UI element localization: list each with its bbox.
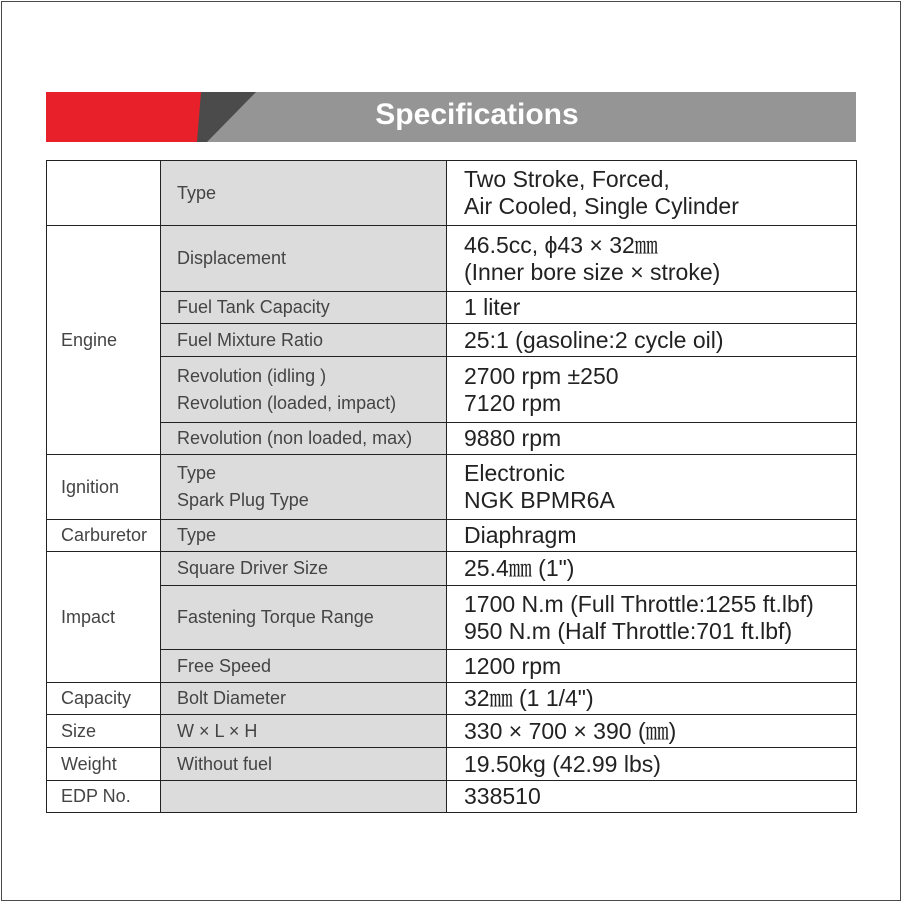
- category-cell-capacity: Capacity: [47, 683, 161, 715]
- item-line: Revolution (loaded, impact): [177, 392, 397, 413]
- table-row: [47, 552, 857, 586]
- value-line: Air Cooled, Single Cylinder: [464, 193, 739, 219]
- item-cell: Revolution (non loaded, max): [161, 423, 447, 455]
- table-row: [47, 650, 857, 683]
- value-cell: [447, 161, 857, 226]
- table-row: [47, 455, 857, 520]
- value-line: NGK BPMR6A: [464, 487, 615, 513]
- value-line: 950 N.m (Half Throttle:701 ft.lbf): [464, 617, 793, 644]
- value-cell: 330 × 700 × 390 (㎜): [447, 715, 857, 748]
- item-cell: Fuel Tank Capacity: [161, 292, 447, 324]
- value-line: (Inner bore size × stroke): [464, 258, 721, 285]
- item-cell: Free Speed: [161, 650, 447, 683]
- item-cell: Fuel Mixture Ratio: [161, 324, 447, 357]
- item-cell: Bolt Diameter: [161, 683, 447, 715]
- table-row: [47, 781, 857, 813]
- table-row: [47, 715, 857, 748]
- value-cell: 32㎜ (1 1/4"): [447, 683, 857, 715]
- item-cell-empty: [161, 781, 447, 813]
- value-line: Two Stroke, Forced,: [464, 166, 670, 192]
- item-cell: [161, 455, 447, 520]
- value-cell: 19.50kg (42.99 lbs): [447, 748, 857, 781]
- category-cell-size: Size: [47, 715, 161, 748]
- value-line: 2700 rpm ±250: [464, 362, 619, 389]
- item-line: Spark Plug Type: [177, 490, 309, 510]
- spec-table: [46, 160, 857, 813]
- category-cell-weight: Weight: [47, 748, 161, 781]
- value-cell: Diaphragm: [447, 520, 857, 552]
- value-cell: [447, 357, 857, 423]
- category-cell-edp: EDP No.: [47, 781, 161, 813]
- page-title: Specifications: [375, 98, 579, 131]
- table-row: [47, 683, 857, 715]
- item-cell: Without fuel: [161, 748, 447, 781]
- value-cell: 25:1 (gasoline:2 cycle oil): [447, 324, 857, 357]
- category-cell-engine: Engine: [47, 226, 161, 455]
- item-cell: Type: [161, 161, 447, 226]
- value-cell: 338510: [447, 781, 857, 813]
- value-line: Electronic: [464, 460, 565, 486]
- item-line: Type: [177, 463, 217, 483]
- table-row: [47, 423, 857, 455]
- item-line: Revolution (idling ): [177, 365, 327, 386]
- item-cell: Fastening Torque Range: [161, 586, 447, 650]
- value-cell: [447, 226, 857, 292]
- item-cell: Type: [161, 520, 447, 552]
- value-cell: 25.4㎜ (1"): [447, 552, 857, 586]
- table-row: [47, 292, 857, 324]
- value-line: 46.5cc, ϕ43 × 32㎜: [464, 231, 658, 258]
- table-row: [47, 748, 857, 781]
- item-cell: Displacement: [161, 226, 447, 292]
- value-line: 1700 N.m (Full Throttle:1255 ft.lbf): [464, 590, 814, 617]
- item-cell: [161, 357, 447, 423]
- value-cell: 1200 rpm: [447, 650, 857, 683]
- value-cell: [447, 586, 857, 650]
- category-cell-carburetor: Carburetor: [47, 520, 161, 552]
- value-cell: 9880 rpm: [447, 423, 857, 455]
- table-row: [47, 161, 857, 226]
- value-cell: [447, 455, 857, 520]
- category-cell-empty: [47, 161, 161, 226]
- value-cell: 1 liter: [447, 292, 857, 324]
- item-cell: W × L × H: [161, 715, 447, 748]
- table-row: [47, 324, 857, 357]
- category-cell-ignition: Ignition: [47, 455, 161, 520]
- item-cell: Square Driver Size: [161, 552, 447, 586]
- table-row: [47, 226, 857, 292]
- category-cell-impact: Impact: [47, 552, 161, 683]
- value-line: 7120 rpm: [464, 389, 562, 416]
- table-row: [47, 586, 857, 650]
- table-row: [47, 357, 857, 423]
- specifications-banner: [46, 92, 856, 142]
- table-row: [47, 520, 857, 552]
